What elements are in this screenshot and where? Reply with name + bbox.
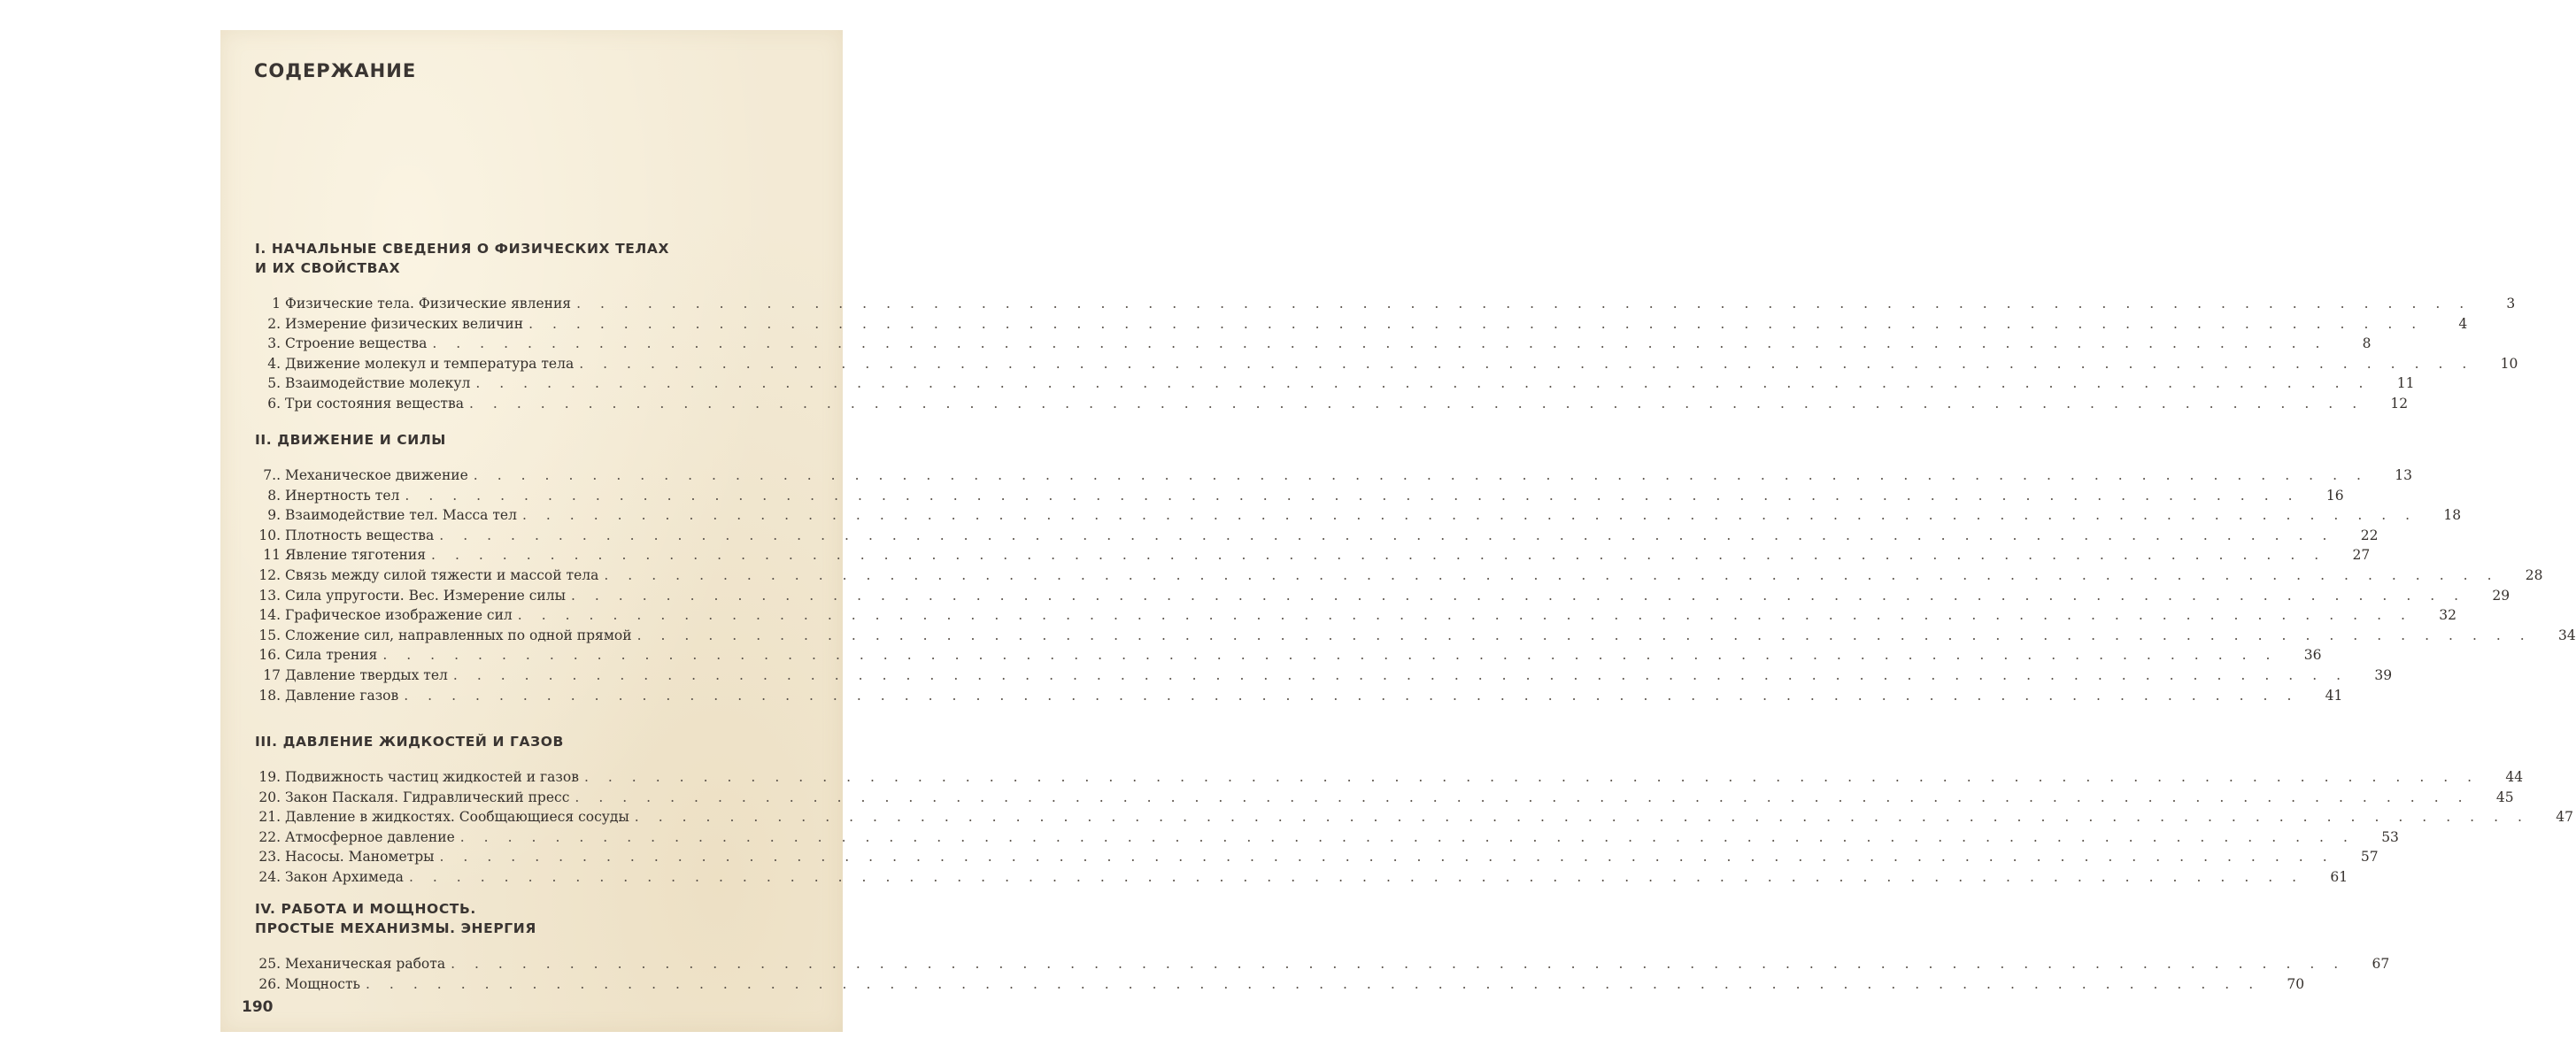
entry-number: 25. xyxy=(258,956,281,972)
toc-entry xyxy=(249,807,2573,827)
entry-number: 3. xyxy=(267,335,281,352)
entry-title: Плотность вещества xyxy=(285,527,435,543)
entry-number: 14. xyxy=(258,607,281,624)
entry-title: Давление твердых тел xyxy=(285,666,448,683)
entry-number: 20. xyxy=(258,789,281,805)
toc-entry xyxy=(249,466,2412,486)
entry-title: Явление тяготения xyxy=(285,547,427,564)
toc-entry xyxy=(249,626,2576,646)
entry-title: Механическая работа xyxy=(285,956,446,972)
entry-number: 15. xyxy=(258,627,281,643)
entry-title: Давление в жидкостях. Сообщающиеся сосуды xyxy=(285,809,629,826)
entry-page-number: 32 xyxy=(2439,607,2456,624)
chapter-4 xyxy=(249,899,2390,994)
toc-entry xyxy=(249,545,2371,566)
toc-entry xyxy=(249,954,2390,974)
entry-page-number: 61 xyxy=(2330,868,2348,885)
entry-page-number: 53 xyxy=(2381,828,2399,845)
toc-entry xyxy=(249,394,2409,414)
dot-leader: ................................................................................ xyxy=(517,607,2425,624)
toc-entry xyxy=(249,486,2344,506)
entry-title: Взаимодействие молекул xyxy=(285,375,471,392)
entry-title: Строение вещества xyxy=(285,335,428,352)
entry-title: Механическое движение xyxy=(285,467,468,483)
entry-number: 2. xyxy=(267,315,281,332)
entry-title: Измерение физических величин xyxy=(285,315,524,332)
entry-page-number: 45 xyxy=(2495,789,2514,805)
entry-number: 9. xyxy=(267,507,281,524)
toc-entry xyxy=(249,566,2543,586)
dot-leader: ................................................................................ xyxy=(634,809,2541,826)
entry-page-number: 18 xyxy=(2443,507,2462,524)
entry-title: Закон Паскаля. Гидравлический пресс xyxy=(285,789,570,805)
dot-leader: ................................................................................ xyxy=(404,687,2311,704)
entry-number: 6. xyxy=(267,395,281,412)
entry-number: 10. xyxy=(258,527,281,543)
book-page xyxy=(220,30,2576,1032)
entry-number: 8. xyxy=(267,487,281,504)
entry-number: 12. xyxy=(258,566,281,583)
dot-leader: ................................................................................ xyxy=(439,849,2347,866)
entry-page-number: 67 xyxy=(2372,956,2390,972)
entry-page-number: 29 xyxy=(2492,587,2510,604)
entry-number: 21. xyxy=(258,809,281,826)
chapter-title: IV. РАБОТА И МОЩНОСТЬ. ПРОСТЫЕ МЕХАНИЗМЫ. ЭНЕРГИЯ xyxy=(255,901,536,936)
entry-title: Закон Архимеда xyxy=(285,868,404,885)
dot-leader: ................................................................................ xyxy=(528,315,2436,332)
entry-page-number: 36 xyxy=(2303,647,2322,664)
entry-number: 22. xyxy=(258,828,281,845)
dot-leader: ................................................................................ xyxy=(468,395,2377,412)
entry-page-number: 16 xyxy=(2325,487,2344,504)
toc-entry xyxy=(249,788,2514,808)
toc-entry xyxy=(249,827,2399,848)
toc-entry xyxy=(249,605,2456,626)
toc-entry xyxy=(249,686,2343,706)
entry-number: 16. xyxy=(258,647,281,664)
toc-entry xyxy=(249,867,2348,888)
entry-title: Мощность xyxy=(285,975,360,992)
dot-leader: ................................................................................ xyxy=(431,547,2339,564)
toc-entry xyxy=(249,334,2372,354)
toc-entry xyxy=(249,666,2393,686)
entry-page-number: 39 xyxy=(2374,666,2393,683)
toc-entry xyxy=(249,314,2468,335)
entry-title: Движение молекул и температура тела xyxy=(285,355,575,372)
page-title: СОДЕРЖАНИЕ xyxy=(254,60,417,81)
dot-leader: ................................................................................ xyxy=(604,566,2511,583)
entry-number: 4. xyxy=(267,355,281,372)
entry-page-number: 41 xyxy=(2325,687,2343,704)
entry-number: 5. xyxy=(267,375,281,392)
entry-page-number: 10 xyxy=(2500,355,2518,372)
dot-leader: ................................................................................ xyxy=(473,467,2380,483)
dot-leader: ................................................................................ xyxy=(459,828,2367,845)
entry-title: Сила упругости. Вес. Измерение силы xyxy=(285,587,566,604)
entry-title: Связь между силой тяжести и массой тела xyxy=(285,566,599,583)
entry-page-number: 22 xyxy=(2360,527,2379,543)
dot-leader: ................................................................................ xyxy=(408,868,2317,885)
dot-leader: ................................................................................ xyxy=(432,335,2340,352)
entry-title: Взаимодействие тел. Масса тел xyxy=(285,507,517,524)
toc-entry xyxy=(249,767,2524,788)
entry-page-number: 34 xyxy=(2558,627,2576,643)
toc-entry xyxy=(249,847,2379,867)
entry-page-number: 12 xyxy=(2390,395,2409,412)
dot-leader: ................................................................................ xyxy=(570,587,2479,604)
entry-title: Сила трения xyxy=(285,647,378,664)
entry-page-number: 13 xyxy=(2395,467,2412,483)
toc-entry xyxy=(249,586,2510,606)
dot-leader: ................................................................................ xyxy=(579,355,2487,372)
chapter-title: I. НАЧАЛЬНЫЕ СВЕДЕНИЯ О ФИЗИЧЕСКИХ ТЕЛАХ И ИХ СВОЙСТВАХ xyxy=(255,241,670,276)
entry-title: Насосы. Манометры xyxy=(285,849,435,866)
dot-leader: ................................................................................ xyxy=(452,666,2361,683)
dot-leader: ................................................................................ xyxy=(475,375,2383,392)
toc-entry xyxy=(249,526,2379,546)
entry-page-number: 3 xyxy=(2506,296,2516,312)
entry-page-number: 44 xyxy=(2505,769,2524,785)
chapter-2 xyxy=(249,430,2576,705)
dot-leader: ................................................................................ xyxy=(583,769,2492,785)
entry-title: Атмосферное давление xyxy=(285,828,455,845)
entry-title: Давление газов xyxy=(285,687,399,704)
toc-entry xyxy=(249,974,2305,995)
dot-leader: ................................................................................ xyxy=(365,975,2273,992)
entry-page-number: 70 xyxy=(2287,975,2305,992)
toc-entry xyxy=(249,645,2322,666)
entry-page-number: 11 xyxy=(2396,375,2415,392)
chapter-3 xyxy=(249,732,2573,888)
chapter-title: III. ДАВЛЕНИЕ ЖИДКОСТЕЙ И ГАЗОВ xyxy=(255,734,564,750)
dot-leader: ................................................................................ xyxy=(521,507,2430,524)
toc-entry xyxy=(249,505,2462,526)
dot-leader: ................................................................................ xyxy=(576,296,2484,312)
entry-number: 24. xyxy=(258,868,281,885)
entry-page-number: 27 xyxy=(2352,547,2371,564)
toc-entry xyxy=(249,354,2518,374)
dot-leader: ................................................................................ xyxy=(405,487,2312,504)
entry-number: 11 xyxy=(263,547,281,564)
page-number: 190 xyxy=(242,998,274,1016)
entry-title: Сложение сил, направленных по одной прямой xyxy=(285,627,632,643)
entry-number: 23. xyxy=(258,849,281,866)
entry-number: 18. xyxy=(258,687,281,704)
entry-page-number: 8 xyxy=(2362,335,2372,352)
dot-leader: ................................................................................ xyxy=(439,527,2347,543)
dot-leader: ................................................................................ xyxy=(636,627,2544,643)
entry-number: 13. xyxy=(258,587,281,604)
chapter-title: II. ДВИЖЕНИЕ И СИЛЫ xyxy=(255,432,446,448)
entry-title: Графическое изображение сил xyxy=(285,607,513,624)
toc-entry xyxy=(249,373,2415,394)
entry-page-number: 4 xyxy=(2458,315,2468,332)
entry-page-number: 57 xyxy=(2360,849,2379,866)
entry-title: Три состояния вещества xyxy=(285,395,464,412)
dot-leader: ................................................................................ xyxy=(451,956,2358,972)
chapter-1 xyxy=(249,239,2518,414)
entry-page-number: 28 xyxy=(2525,566,2543,583)
entry-number: 17 xyxy=(263,666,281,683)
dot-leader: ................................................................................ xyxy=(382,647,2290,664)
entry-title: Инертность тел xyxy=(285,487,400,504)
dot-leader: ................................................................................ xyxy=(575,789,2482,805)
entry-page-number: 47 xyxy=(2556,809,2573,826)
entry-title: Физические тела. Физические явления xyxy=(285,296,572,312)
entry-number: 7.. xyxy=(263,467,281,483)
entry-number: 1 xyxy=(272,296,281,312)
toc-entry xyxy=(249,294,2516,314)
entry-title: Подвижность частиц жидкостей и газов xyxy=(285,769,579,785)
entry-number: 26. xyxy=(258,975,281,992)
entry-number: 19. xyxy=(258,769,281,785)
